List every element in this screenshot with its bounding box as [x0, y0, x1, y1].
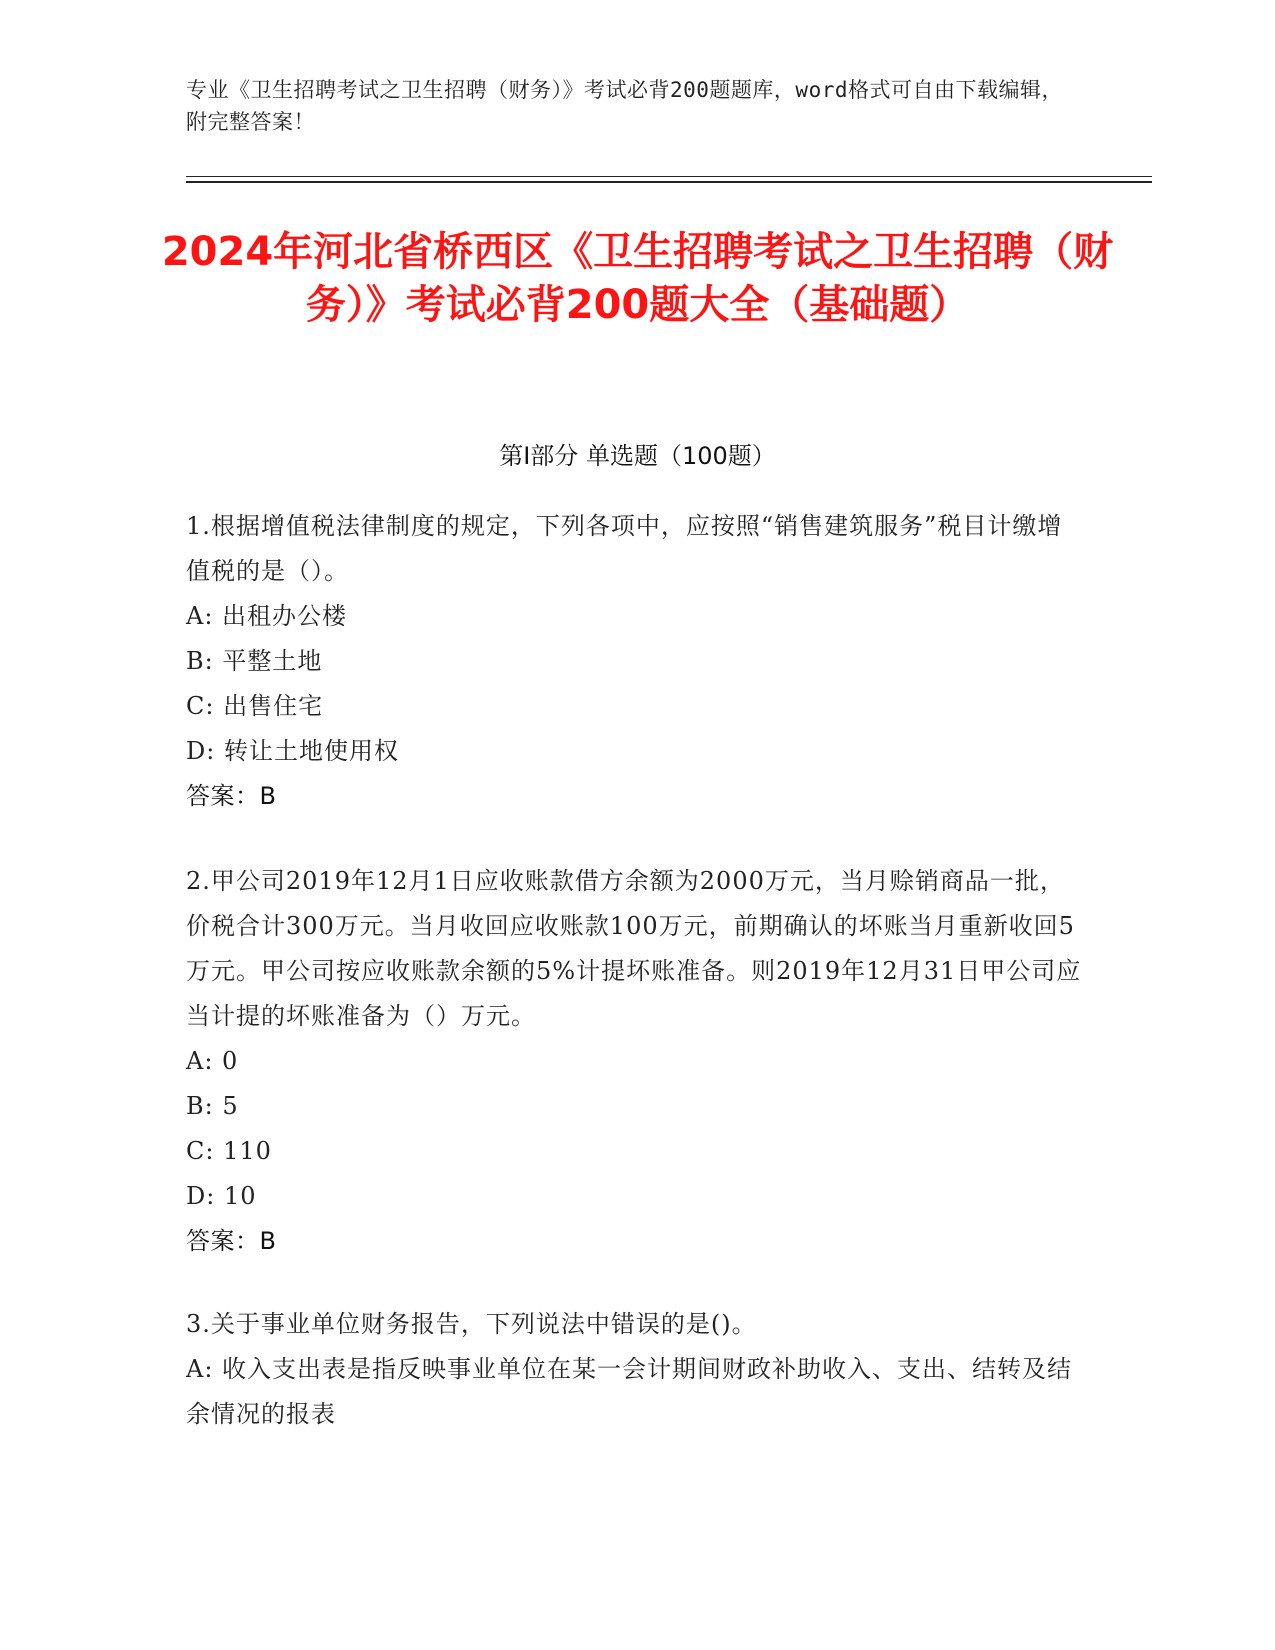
- question-2: [186, 859, 1086, 1264]
- header-divider-thick: [186, 181, 1152, 183]
- header-note: 专业《卫生招聘考试之卫生招聘（财务）》考试必背200题题库，word格式可自由下载编辑，附完整答案！: [186, 78, 1063, 134]
- question-1: [186, 504, 1086, 819]
- option-b: B: 平整土地: [186, 647, 323, 675]
- option-b: B: 5: [186, 1092, 239, 1120]
- option-a: A: 0: [186, 1047, 239, 1075]
- question-text: 3.关于事业单位财务报告，下列说法中错误的是()。: [186, 1310, 757, 1338]
- option-a: A: 收入支出表是指反映事业单位在某一会计期间财政补助收入、支出、结转及结余情况的报表: [186, 1355, 1073, 1428]
- option-a: A: 出租办公楼: [186, 602, 348, 630]
- section-heading: 第Ⅰ部分 单选题（100题）: [499, 442, 776, 470]
- document-title: 2024年河北省桥西区《卫生招聘考试之卫生招聘（财务）》考试必背200题大全（基础题）: [161, 229, 1114, 328]
- option-d: D: 转让土地使用权: [186, 737, 399, 765]
- answer: 答案：B: [186, 1227, 277, 1255]
- question-text: 2.甲公司2019年12月1日应收账款借方余额为2000万元，当月赊销商品一批，价税合计300万元。当月收回应收账款100万元，前期确认的坏账当月重新收回5万元。甲公司按应收账款余额的5%计提坏账准备。则2019年12月31日甲公司应当计提的坏账准备为（）万元。: [186, 867, 1082, 1030]
- question-3: [186, 1302, 1086, 1437]
- option-d: D: 10: [186, 1182, 257, 1210]
- option-c: C: 出售住宅: [186, 692, 324, 720]
- answer: 答案：B: [186, 782, 277, 810]
- header-divider-thin: [186, 176, 1152, 177]
- question-text: 1.根据增值税法律制度的规定，下列各项中，应按照“销售建筑服务”税目计缴增值税的是（）。: [186, 512, 1063, 585]
- option-c: C: 110: [186, 1137, 272, 1165]
